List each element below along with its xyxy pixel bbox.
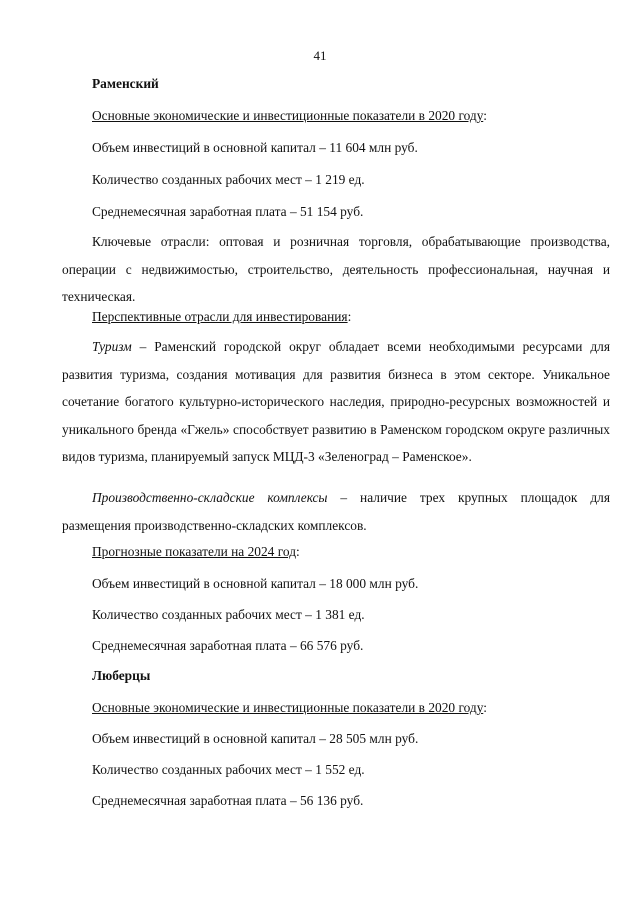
perspective-heading-text: Перспективные отрасли для инвестирования — [92, 309, 348, 324]
page-number: 41 — [313, 48, 327, 63]
key-industries-paragraph: Ключевые отрасли: оптовая и розничная торговля, обрабатывающие производства, операции с недвижимостью, строительство, деятельность профессиональная, научная и техническая. — [62, 234, 610, 304]
forecast-heading-colon: : — [296, 544, 300, 559]
forecast-heading — [92, 544, 300, 560]
section-title-lyubertsy: Люберцы — [92, 668, 151, 683]
forecast-heading-text: Прогнозные показатели на 2024 год — [92, 544, 297, 559]
warehouse-paragraph — [62, 484, 610, 539]
perspective-heading-colon: : — [347, 309, 352, 324]
forecast-investment: Объем инвестиций в основной капитал – 18 000 млн руб. — [92, 576, 419, 591]
indicator-investment: Объем инвестиций в основной капитал – 11 604 млн руб. — [92, 140, 418, 155]
lyubertsy-heading-colon: : — [483, 700, 487, 715]
section-title-ramensky: Раменский — [92, 76, 159, 91]
tourism-paragraph — [62, 333, 610, 471]
lyubertsy-investment: Объем инвестиций в основной капитал – 28 505 млн руб. — [92, 731, 419, 746]
indicator-jobs: Количество созданных рабочих мест – 1 219 ед. — [92, 172, 365, 187]
lyubertsy-heading-2020 — [92, 700, 487, 716]
forecast-salary: Среднемесячная заработная плата – 66 576 руб. — [92, 638, 364, 653]
tourism-text: – Раменский городской округ обладает всеми необходимыми ресурсами для развития туризма, создания мотивация для развития бизнеса в этом секторе. Уникальное сочетание богатого культурно-исторического наследия, природно-ресурсных возможностей и уникального бренда «Гжель» способствует развитию в Раменском городском округе различных видов туризма, планируемый запуск МЦД-3 «Зеленоград – Раменское». — [62, 339, 610, 464]
warehouse-term: Производственно-складские комплексы — [92, 490, 328, 505]
lyubertsy-heading-text: Основные экономические и инвестиционные показатели в 2020 году — [92, 700, 484, 715]
warehouse-text: – наличие трех крупных площадок для размещения производственно-складских комплексов. — [62, 490, 610, 533]
forecast-jobs: Количество созданных рабочих мест – 1 381 ед. — [92, 607, 365, 622]
heading-colon: : — [483, 108, 487, 123]
tourism-term: Туризм — [92, 339, 132, 354]
lyubertsy-jobs: Количество созданных рабочих мест – 1 552 ед. — [92, 762, 365, 777]
section-heading-2020 — [92, 108, 487, 124]
perspective-heading — [92, 309, 351, 325]
lyubertsy-salary: Среднемесячная заработная плата – 56 136 руб. — [92, 793, 364, 808]
indicator-salary: Среднемесячная заработная плата – 51 154 руб. — [92, 204, 364, 219]
heading-text: Основные экономические и инвестиционные показатели в 2020 году — [92, 108, 484, 123]
